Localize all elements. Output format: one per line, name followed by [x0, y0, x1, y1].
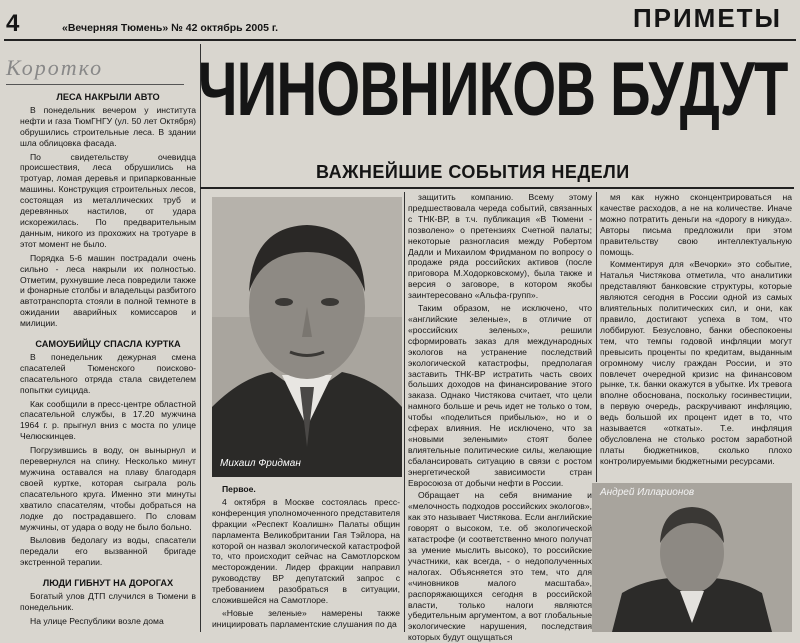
headline-text: ЧИНОВНИКОВ БУДУТ — [198, 47, 788, 132]
rubric-rule — [6, 84, 184, 85]
news-paragraph: В понедельник вечером у института нефти и газа ТюмГНГУ (ул. 50 лет Октября) обрушились строительные леса. В здании шла облицовка фасада. — [20, 104, 196, 148]
article-paragraph: «Новые зеленые» намерены также инициировать парламентские слушания по да — [212, 607, 400, 629]
article-paragraph: защитить компанию. Всему этому предшествовала череда событий, связанных с ТНК-ВР, в т.ч. публикация «В Тюмени - позволено» о претензиях Счетной палаты; некоторые разногласия между Робертом Дадли и Михаилом Фридманом по вопросу о продаже ряда российских активов (после приговора М.Ходорковскому), была также и версия о заговоре, в котором якобы заинтересовано «Альфа-групп». — [408, 192, 592, 301]
masthead: «Вечерняя Тюмень» № 42 октябрь 2005 г. — [62, 22, 279, 34]
news-paragraph: На улице Республики возле дома — [30, 615, 164, 626]
article-paragraph: Обращает на себя внимание и «мелочность подходов российских экологов», как это называет Чистякова. Если английские говорят о высоком, т.е. об экологической катастрофе (и соответственно много получат за умение мыслить высоко), то российские участники, как всегда, - о недополученных налогах. Объясняется это тем, что для «чиновников малого масштаба», распоряжающихся сегодня в российской власти, только налоги являются убедительным аргументом, а вот глобальные экологические нарушения, последствия которых будут ощущаться — [408, 490, 592, 643]
portrait-photo-fridman — [212, 197, 402, 477]
headline — [198, 42, 794, 137]
news-paragraph: По свидетельству очевидца происшествия, леса обрушились на тротуар, ломая деревья и припаркованные машины. Конструкция строительных лесов, состоящая из металлических труб и деревянных настилов, от удара искорежилась. По предварительным данным, никого из прохожих на тротуаре в этот момент не было. — [20, 151, 196, 249]
news-title: ЛЕСА НАКРЫЛИ АВТО — [56, 92, 160, 102]
news-paragraph: Порядка 5-6 машин пострадали очень сильно - леса накрыли их полностью. Отметим, рухнувшие леса повредили также и фонарные столбы и владельцы разбитого автотранспорта стояли в полной темноте в ожидании аварийных комиссаров и милиции. — [20, 252, 196, 329]
article-paragraph: 4 октября в Москве состоялась пресс-конференция уполномоченного представителя фракции «Респект Коалишн» Палаты общин парламента Великобритании Гая Тэйлора, на которой он назвал экологической катастрофой то, что происходит сейчас на Самотлорском месторождении. Лидер фракции направил руководству ВР депутатский запрос с требованием разобраться в ситуации, сложившейся на Самотлоре. — [212, 496, 400, 606]
article-paragraph: Комментируя для «Вечорки» это событие, Наталья Чистякова отметила, что аналитики представляют банковские структуры, которые являются сегодня в России одной из самых влиятельных политических сил, и они, как правило, достигают успеха в том, что лоббируют. Безусловно, банки обеспокоены тем, что темпы годовой инфляции могут превысить проценты по кредитам, выданным огромному числу граждан России, и это повлечет очередной кризис на финансовом рынке, т.к. банки окажутся в убытке. Их тревога вполне обоснована, поскольку госинвестиции, в первую очередь, раскручивают инфляцию, ведь большой их процент идет в то, что называется «откаты». Т.е. инфляция обусловлена не столько ростом заработной платы бюджетников, сколько плохо контролируемыми бюджетными ресурсами. — [600, 259, 792, 466]
news-title: ЛЮДИ ГИБНУТ НА ДОРОГАХ — [42, 578, 174, 589]
rubric-title: Коротко — [6, 55, 104, 80]
subheadline: ВАЖНЕЙШИЕ СОБЫТИЯ НЕДЕЛИ — [316, 162, 630, 182]
article-paragraph: Первое. — [222, 484, 256, 494]
column-divider — [404, 192, 405, 632]
portrait-photo-illarionov — [592, 483, 792, 632]
news-paragraph: Богатый улов ДТП случился в Тюмени в понедельник. — [20, 591, 196, 612]
article-paragraph: мя как нужно сконцентрироваться на качестве расходов, а не на количестве. Иначе можно потратить деньги на «дорогу в никуда». Авторы письма предложили при этом правительству свою интеллектуальную помощь. — [600, 192, 792, 257]
news-paragraph: Как сообщили в пресс-центре областной спасательной службы, в 17.20 мужчина 1964 г. р. прыгнул вниз с моста по улице Челюскинцев. — [20, 398, 196, 442]
section-title: ПРИМЕТЫ — [632, 3, 782, 33]
portrait-image — [212, 197, 402, 477]
news-paragraph: Погрузившись в воду, он вынырнул и перевернулся на спину. Несколько минут мужчина оставался на плаву благодаря своей куртке, которая сыграла роль спасательного круга. Именно эти минуты хватило спасателям, чтобы добраться на лодке до пострадавшего. По словам мужчины, от удара о воду не было больно. — [20, 445, 196, 532]
column-divider — [596, 192, 597, 482]
article-column-1 — [212, 484, 400, 632]
news-title: САМОУБИЙЦУ СПАСЛА КУРТКА — [35, 339, 181, 350]
article-column-3 — [600, 192, 792, 480]
news-paragraph: Выловив бедолагу из воды, спасатели передали его вызванной бригаде экстренной терапии. — [20, 535, 196, 568]
article-paragraph: Таким образом, не исключено, что «английские зеленые», в отличие от «российских зеленых», решили сформировать заказ для международных экологов на устранение последствий экологической катастрофы, предполагая заставить ТНК-ВР истратить часть своих больших доходов на финансирование этого заказа. Однако Чистякова считает, что цели намного больше и речь идет не только о том, чтобы «поделиться прибылью», но и о сферах влияния. Не исключено, что за «новыми зелеными» стоят более влиятельные политические силы, желающие сбалансировать ситуацию в связи с ростом энергетической зависимости стран Евросоюза от добычи нефти в России. — [408, 303, 592, 488]
page-number: 4 — [6, 10, 20, 37]
brief-news-column — [20, 92, 196, 630]
photo-caption: Михаил Фридман — [220, 458, 301, 469]
photo-caption: Андрей Илларионов — [600, 487, 695, 498]
article-column-2 — [408, 192, 592, 643]
header-rule — [4, 39, 796, 41]
news-paragraph: В понедельник дежурная смена спасателей Тюменского поисково-спасательного отряда стала свидетелем попытки суицида. — [20, 351, 196, 395]
subheadline-rule — [200, 187, 794, 189]
portrait-image — [592, 483, 792, 632]
